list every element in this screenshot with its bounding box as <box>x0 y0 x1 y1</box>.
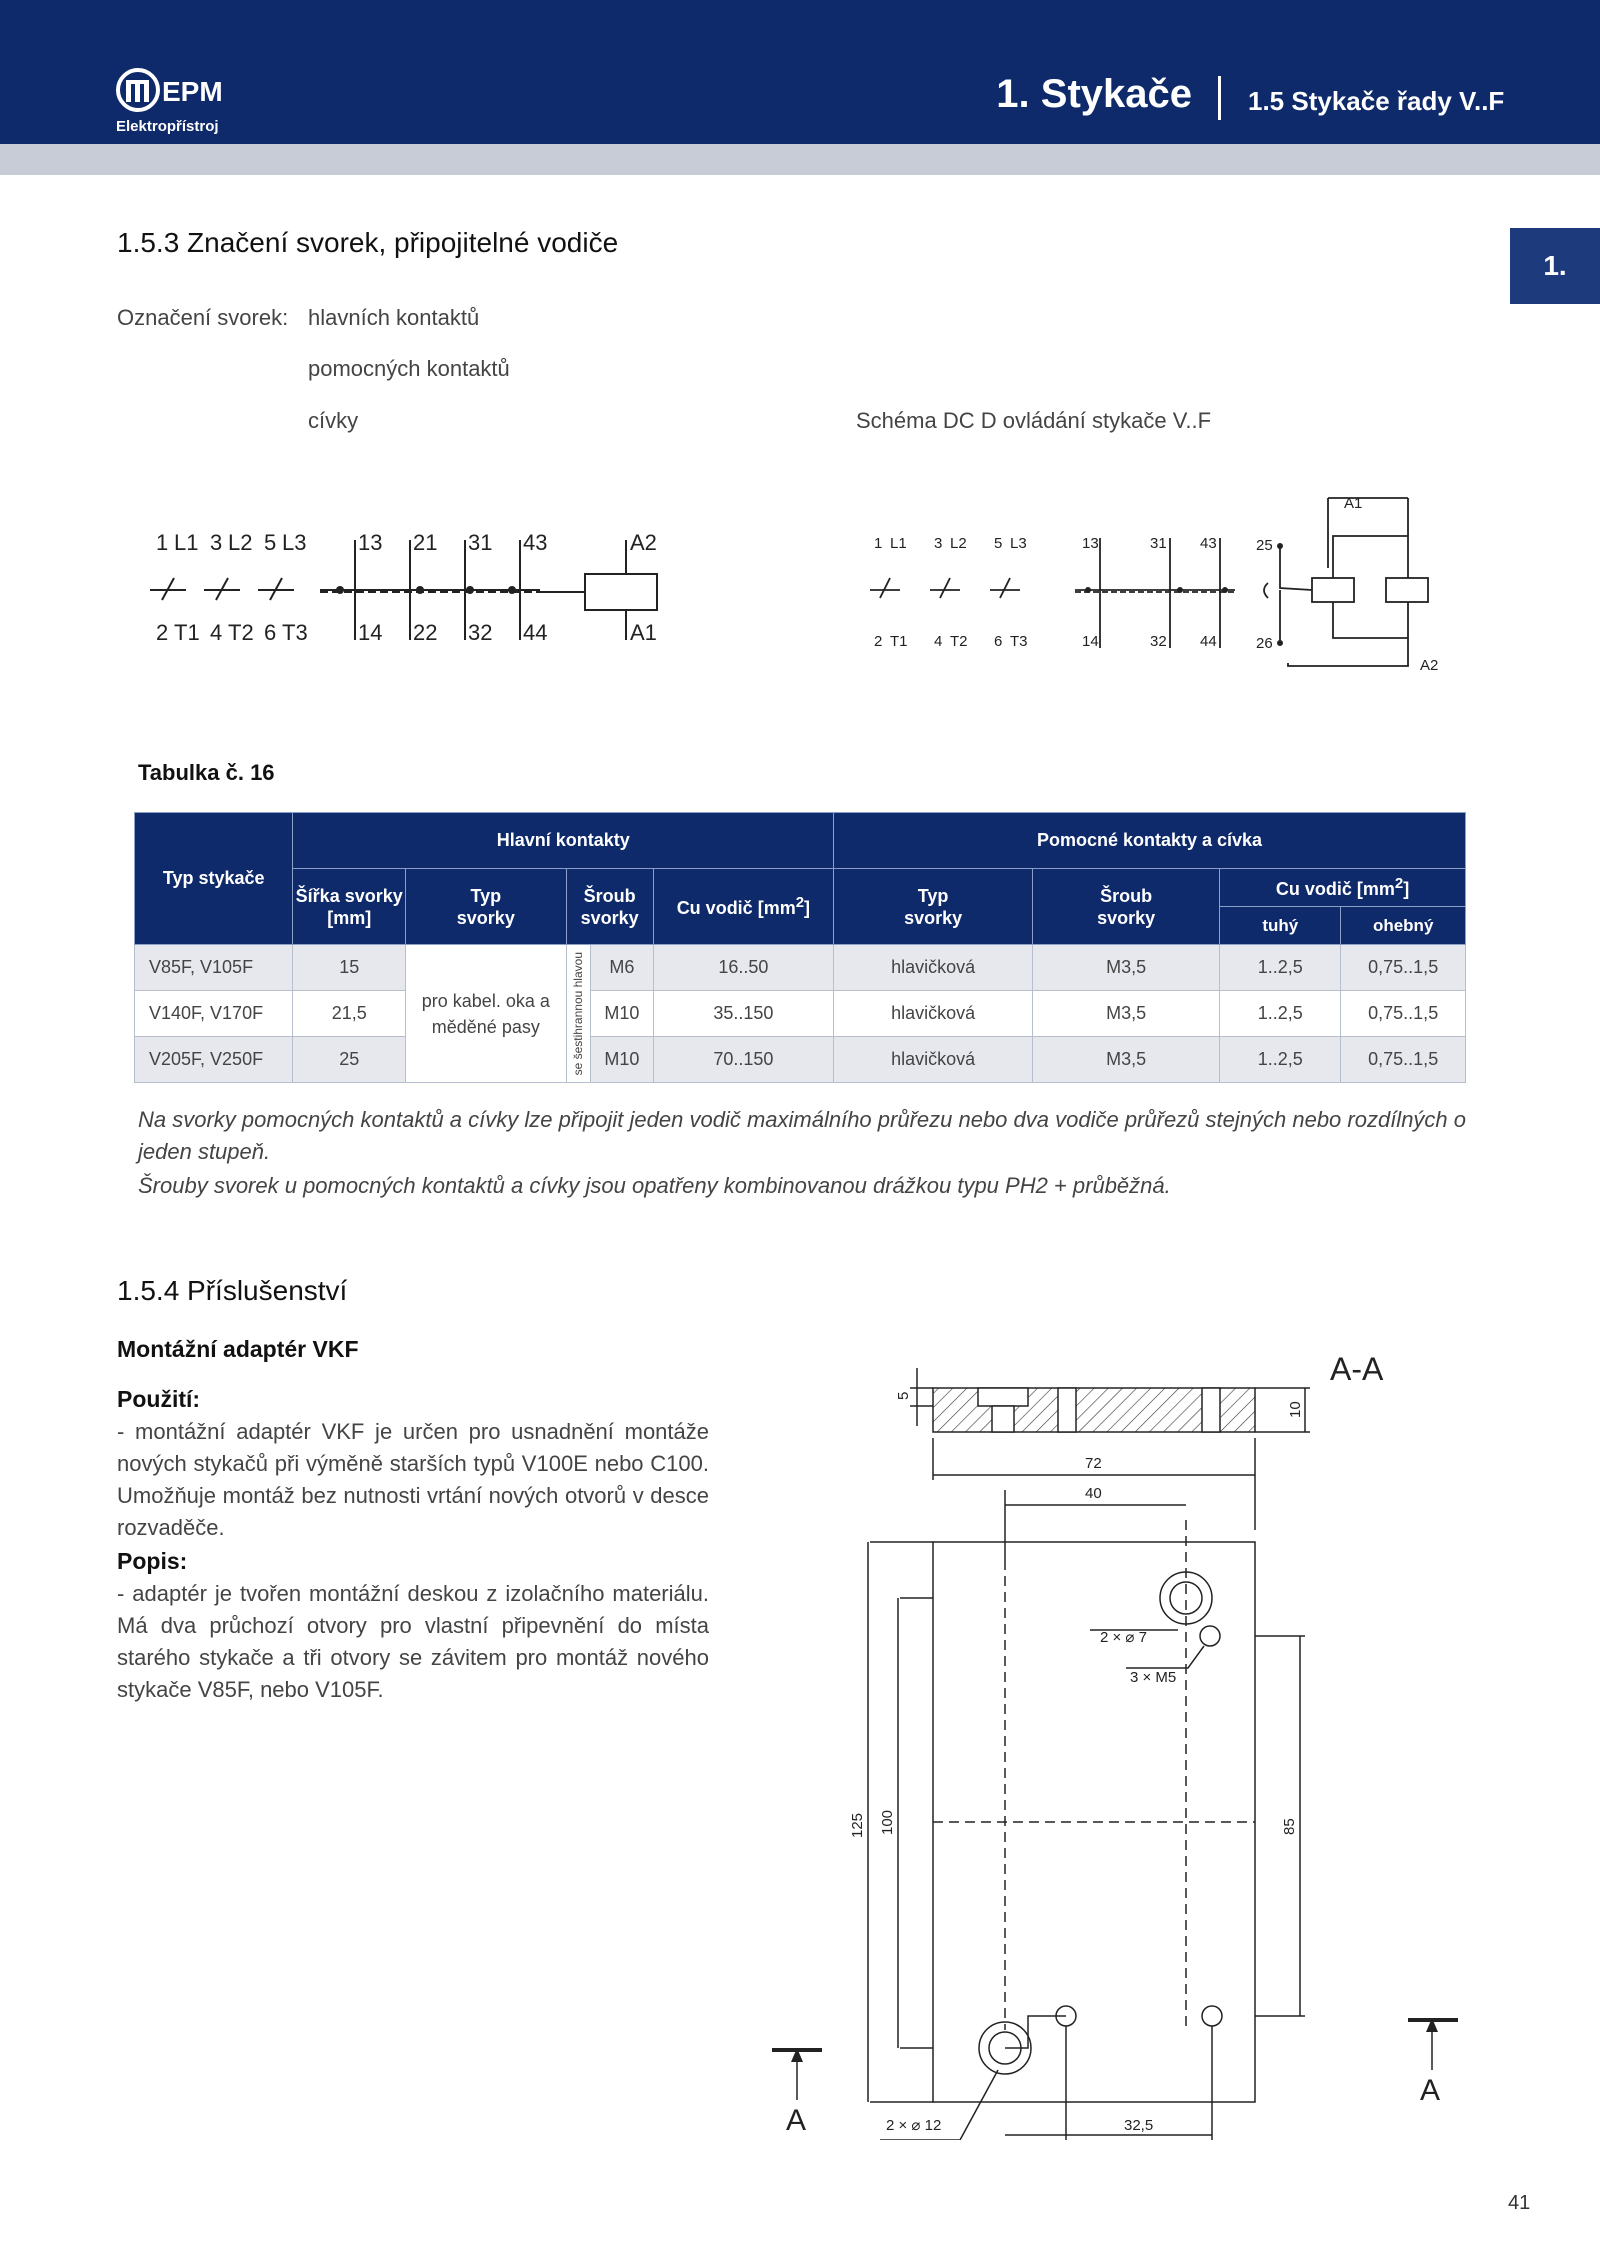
schema-coil-a2: A2 <box>1420 657 1439 674</box>
row3-type: V205F, V250F <box>135 1037 293 1083</box>
schema-bottom-4: 4 <box>934 633 943 650</box>
col-aux-screw: Šroub svorky <box>1033 869 1220 945</box>
col-aux-flex: ohebný <box>1341 907 1466 945</box>
group-aux-contacts: Pomocné kontakty a cívka <box>834 813 1466 869</box>
row1-rigid: 1..2,5 <box>1220 945 1341 991</box>
schema-top-1: 1 <box>874 535 883 552</box>
col-main-screw: Šroub svorky <box>566 869 653 945</box>
table-row <box>135 945 1466 991</box>
row2-aux-type: hlavičková <box>834 991 1033 1037</box>
dim-325: 32,5 <box>1124 2117 1154 2134</box>
terminal-bottom-32: 32 <box>468 620 493 645</box>
row3-flex: 0,75..1,5 <box>1341 1037 1466 1083</box>
terminal-top-5: 5 <box>264 530 277 555</box>
terminal-bottom-22: 22 <box>413 620 438 645</box>
col-main-cu-text: Cu vodič [mm <box>676 898 796 918</box>
col-main-cu <box>653 869 833 945</box>
group-main-contacts: Hlavní kontakty <box>293 813 834 869</box>
col-aux-cu-bracket: ] <box>1403 879 1410 899</box>
terminal-top-1: 1 <box>156 530 169 555</box>
row3-aux-type: hlavičková <box>834 1037 1033 1083</box>
row2-screw: M10 <box>591 991 654 1037</box>
terminal-item-coil: cívky <box>308 408 359 433</box>
table-note-1: Na svorky pomocných kontaktů a cívky lze připojit jeden vodič maximálního průřezu nebo dva vodiče průřezů stejných nebo rozdílných o jeden stupeň. <box>138 1107 1467 1164</box>
row1-flex: 0,75..1,5 <box>1341 945 1466 991</box>
dim-10: 10 <box>1287 1401 1304 1418</box>
schema-top-l2: L2 <box>950 535 967 552</box>
terminal-top-21: 21 <box>413 530 438 555</box>
terminal-bottom-44: 44 <box>523 620 548 645</box>
terminal-top-l2: L2 <box>228 530 253 555</box>
table-note-2: Šrouby svorek u pomocných kontaktů a cívky jsou opatřeny kombinovanou drážkou typu PH2 + průběžná. <box>138 1173 1171 1198</box>
schema-coil-a1: A1 <box>1344 495 1363 512</box>
row3-rigid: 1..2,5 <box>1220 1037 1341 1083</box>
terminal-top-a2: A2 <box>630 530 657 555</box>
chapter-side-tab[interactable]: 1. <box>1510 228 1600 304</box>
col-main-type: Typ svorky <box>406 869 567 945</box>
row3-aux-screw: M3,5 <box>1033 1037 1220 1083</box>
row3-screw: M10 <box>591 1037 654 1083</box>
col-main-cu-sup: 2 <box>795 894 805 911</box>
row2-aux-screw: M3,5 <box>1033 991 1220 1037</box>
accessory-subtitle: Montážní adaptér VKF <box>117 1336 359 1362</box>
terminal-top-l3: L3 <box>282 530 307 555</box>
terminal-bottom-4: 4 <box>210 620 223 645</box>
terminal-top-13: 13 <box>358 530 383 555</box>
dim-125: 125 <box>849 1812 866 1838</box>
terminal-bottom-t2: T2 <box>228 620 254 645</box>
section-marker-right: A <box>1420 2074 1441 2107</box>
terminal-bottom-6: 6 <box>264 620 277 645</box>
page-number: 41 <box>1508 2192 1531 2214</box>
terminal-bottom-t1: T1 <box>174 620 200 645</box>
terminal-marking-diagram <box>140 520 680 660</box>
col-main-cu-bracket: ] <box>804 898 811 918</box>
schema-top-25: 25 <box>1256 537 1273 554</box>
table-caption: Tabulka č. 16 <box>138 760 275 785</box>
terminal-label-prefix: Označení svorek: <box>117 305 289 330</box>
row1-cu: 16..50 <box>653 945 833 991</box>
row2-rigid: 1..2,5 <box>1220 991 1341 1037</box>
epm-logo <box>116 66 246 138</box>
schema-top-13: 13 <box>1082 535 1099 552</box>
terminal-top-43: 43 <box>523 530 548 555</box>
col-aux-rigid: tuhý <box>1220 907 1341 945</box>
section-title: 1.5 Stykače řady V..F <box>1248 86 1505 116</box>
schema-bottom-2: 2 <box>874 633 883 650</box>
terminal-top-l1: L1 <box>174 530 199 555</box>
hole-small-label: 2 × ⌀ 7 <box>1100 1629 1147 1646</box>
schema-top-5: 5 <box>994 535 1003 552</box>
chapter-title: 1. Stykače <box>996 72 1192 116</box>
merged-terminal-type: pro kabel. oka a měděné pasy <box>406 945 567 1083</box>
terminal-bottom-t3: T3 <box>282 620 308 645</box>
section-154-title: 1.5.4 Příslušenství <box>117 1275 348 1306</box>
terminal-item-main: hlavních kontaktů <box>308 305 480 330</box>
schema-top-3: 3 <box>934 535 943 552</box>
schema-bottom-26: 26 <box>1256 635 1273 652</box>
desc-text: - adaptér je tvořen montážní deskou z izolačního materiálu. Má dva průchozí otvory pro vlastní připevnění do místa starého stykače a tři otvory se závitem pro montáž nového stykače V85F, nebo V105F. <box>117 1581 709 1702</box>
dim-5: 5 <box>895 1391 912 1400</box>
row1-type: V85F, V105F <box>135 945 293 991</box>
section-label-aa: A-A <box>1330 1351 1384 1387</box>
row2-flex: 0,75..1,5 <box>1341 991 1466 1037</box>
table-row <box>135 1037 1466 1083</box>
terminal-item-aux: pomocných kontaktů <box>308 356 510 381</box>
col-aux-cu-text: Cu vodič [mm <box>1275 879 1395 899</box>
row3-width: 25 <box>293 1037 406 1083</box>
row2-width: 21,5 <box>293 991 406 1037</box>
row1-width: 15 <box>293 945 406 991</box>
row3-cu: 70..150 <box>653 1037 833 1083</box>
use-heading: Použití: <box>117 1386 201 1412</box>
thread-label: 3 × M5 <box>1130 1669 1177 1686</box>
schema-bottom-t3: T3 <box>1010 633 1028 650</box>
hole-large-label: 2 × ⌀ 12 <box>886 2117 942 2134</box>
schema-bottom-t2: T2 <box>950 633 968 650</box>
row1-screw: M6 <box>591 945 654 991</box>
section-marker-left: A <box>786 2104 807 2137</box>
schema-top-43: 43 <box>1200 535 1217 552</box>
terminal-top-31: 31 <box>468 530 493 555</box>
terminal-top-3: 3 <box>210 530 223 555</box>
schema-bottom-44: 44 <box>1200 633 1217 650</box>
logo-brand: EPM <box>162 76 223 107</box>
col-aux-type: Typ svorky <box>834 869 1033 945</box>
schema-top-l1: L1 <box>890 535 907 552</box>
schema-bottom-t1: T1 <box>890 633 908 650</box>
col-main-width: Šířka svorky [mm] <box>293 869 406 945</box>
header-subbar <box>0 144 1600 175</box>
dim-100: 100 <box>879 1809 896 1835</box>
row2-type: V140F, V170F <box>135 991 293 1037</box>
terminal-bottom-2: 2 <box>156 620 169 645</box>
schema-caption: Schéma DC D ovládání stykače V..F <box>856 408 1212 433</box>
schema-top-31: 31 <box>1150 535 1167 552</box>
logo-company: Elektropřístroj <box>116 118 219 135</box>
schema-bottom-14: 14 <box>1082 633 1099 650</box>
adapter-technical-drawing <box>760 1340 1460 2140</box>
schema-bottom-6: 6 <box>994 633 1003 650</box>
row1-aux-type: hlavičková <box>834 945 1033 991</box>
section-153-title: 1.5.3 Značení svorek, připojitelné vodiče <box>117 227 619 258</box>
merged-hex-head-text: se šestihrannou hlavou <box>571 951 586 1076</box>
table-16 <box>134 812 1466 1083</box>
schema-bottom-32: 32 <box>1150 633 1167 650</box>
terminal-bottom-a1: A1 <box>630 620 657 645</box>
col-contactor-type: Typ stykače <box>135 813 293 945</box>
dim-40: 40 <box>1085 1485 1102 1502</box>
col-aux-cu-sup: 2 <box>1394 875 1404 892</box>
dim-85: 85 <box>1281 1818 1298 1835</box>
table-row <box>135 991 1466 1037</box>
col-aux-cu <box>1220 869 1466 907</box>
terminal-bottom-14: 14 <box>358 620 383 645</box>
header-divider <box>1218 76 1221 120</box>
dim-72: 72 <box>1085 1455 1102 1472</box>
schema-top-l3: L3 <box>1010 535 1027 552</box>
use-text: - montážní adaptér VKF je určen pro usnadnění montáže nových stykačů při výměně starších typů V100E nebo C100. Umožňuje montáž bez nutnosti vrtání nových otvorů v desce rozvaděče. <box>117 1419 709 1540</box>
row1-aux-screw: M3,5 <box>1033 945 1220 991</box>
row2-cu: 35..150 <box>653 991 833 1037</box>
control-schema-diagram <box>860 478 1460 688</box>
merged-hex-head <box>566 945 591 1083</box>
desc-heading: Popis: <box>117 1548 188 1574</box>
